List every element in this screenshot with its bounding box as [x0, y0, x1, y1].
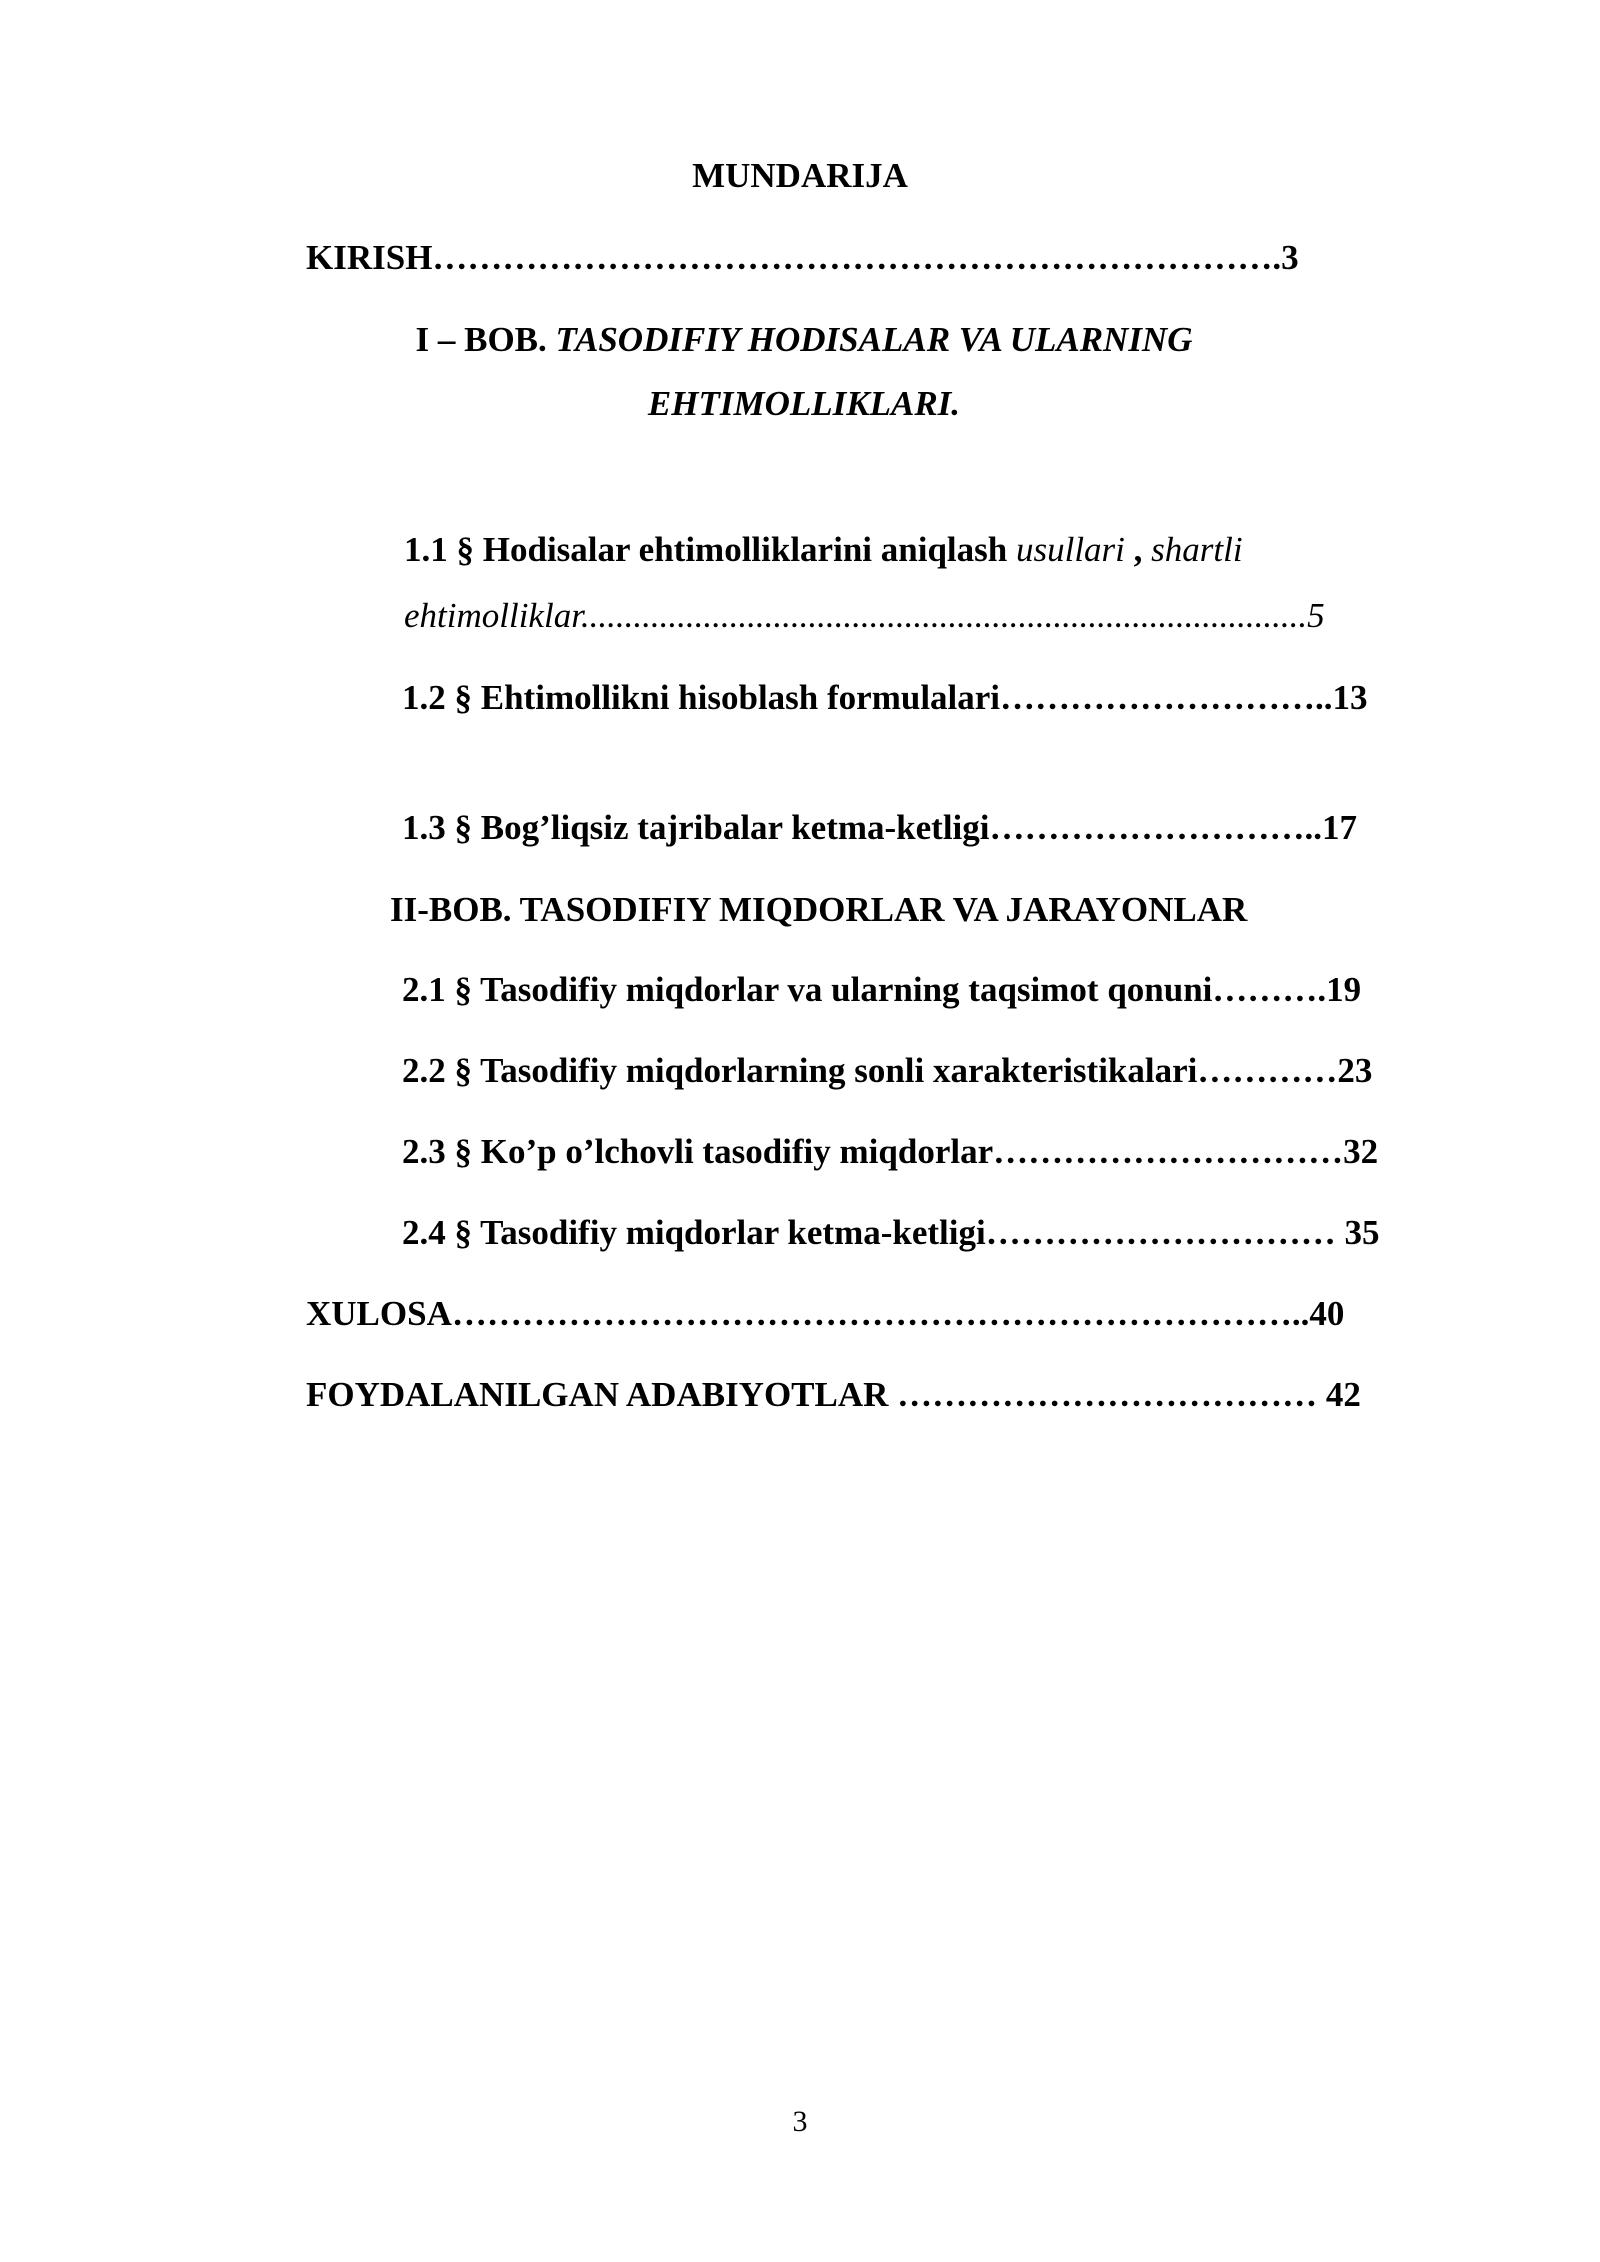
toc-entry-1-1-italic2: shartli	[1151, 530, 1243, 569]
toc-entry-adabiyotlar: FOYDALANILGAN ADABIYOTLAR ……………………………… 42	[306, 1375, 1361, 1414]
toc-entry-2-3: 2.3 § Ko’p o’lchovli tasodifiy miqdorlar…………………………32	[402, 1132, 1379, 1171]
toc-entry-1-2: 1.2 § Ehtimollikni hisoblash formulalari………………………..13	[402, 678, 1368, 717]
toc-entry-1-1-line1	[404, 530, 1243, 570]
chapter1-heading-line1	[0, 320, 1600, 360]
chapter1-title-line2: EHTIMOLLIKLARI.	[647, 384, 961, 423]
toc-entry-xulosa: XULOSA………………………………………………………………..40	[306, 1294, 1345, 1333]
toc-entry-2-4: 2.4 § Tasodifiy miqdorlar ketma-ketligi………………………… 35	[402, 1213, 1380, 1252]
toc-entry-kirish: KIRISH……………………………………………………………….3	[306, 238, 1299, 277]
toc-entry-2-2: 2.2 § Tasodifiy miqdorlarning sonli xarakteristikalari…………23	[402, 1051, 1373, 1090]
toc-entry-1-1-bold: 1.1 § Hodisalar ehtimolliklarini aniqlash	[404, 530, 1016, 569]
toc-entry-2-1: 2.1 § Tasodifiy miqdorlar va ularning taqsimot qonuni……….19	[402, 970, 1362, 1009]
chapter1-title-line1: TASODIFIY HODISALAR VA ULARNING	[555, 320, 1193, 359]
toc-entry-1-1-line2: ehtimolliklar...................................................................................5	[404, 596, 1325, 635]
chapter2-heading: II-BOB. TASODIFIY MIQDORLAR VA JARAYONLAR	[390, 890, 1248, 929]
toc-entry-1-1-italic1: usullari	[1015, 530, 1125, 569]
page-number: 3	[792, 2105, 808, 2138]
toc-entry-1-3: 1.3 § Bog’liqsiz tajribalar ketma-ketligi………………………..17	[402, 808, 1357, 847]
chapter1-prefix: I – BOB.	[415, 320, 556, 359]
toc-title: MUNDARIJA	[692, 156, 908, 195]
toc-entry-1-1-comma: ,	[1124, 530, 1152, 569]
